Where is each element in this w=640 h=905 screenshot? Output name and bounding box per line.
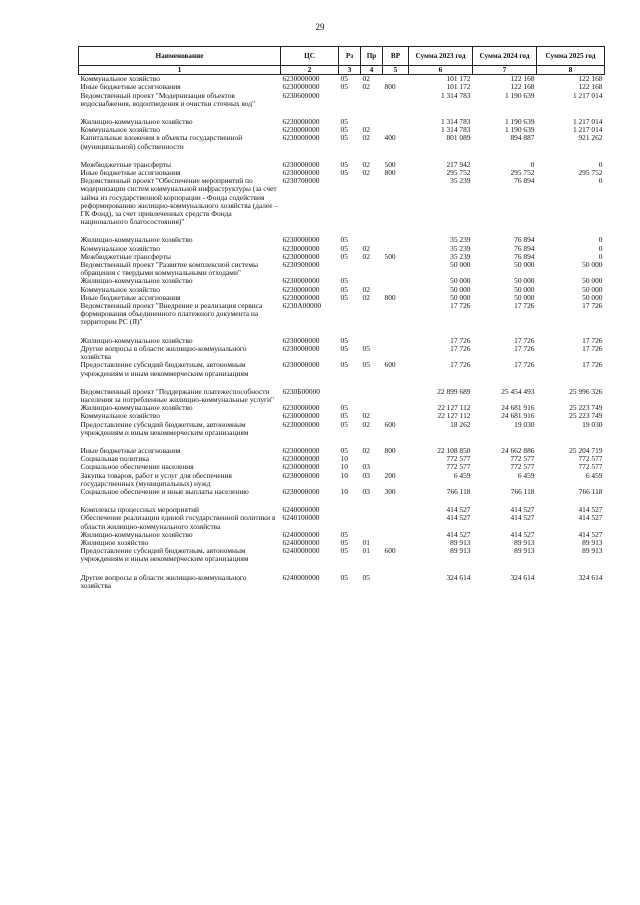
table-row: [79, 302, 605, 327]
row-rz: [339, 177, 361, 226]
row-name: Коммунальное хозяйство: [80, 411, 160, 421]
row-cs: 6240000000: [282, 572, 320, 582]
row-sum-2023: 17 726: [450, 301, 471, 311]
table-row: [79, 472, 605, 488]
row-sum-2024: 89 913: [514, 537, 535, 547]
row-rz: 10: [340, 462, 348, 472]
row-pr: [361, 92, 383, 108]
row-pr: 02: [362, 159, 370, 169]
row-sum-2024: 766 118: [510, 486, 535, 496]
row-pr: [361, 177, 383, 226]
row-cs: 6240100000: [282, 513, 320, 523]
row-name: Коммунальное хозяйство: [80, 125, 160, 135]
row-vr: 800: [384, 168, 396, 178]
column-number: 3: [339, 66, 361, 75]
row-name: Жилищно-коммунальное хозяйство: [80, 529, 193, 539]
row-sum-2025: 0: [598, 235, 603, 245]
table-row: [79, 388, 605, 404]
row-cs: 6230000000: [282, 462, 320, 472]
row-sum-2024: 414 527: [510, 513, 535, 523]
row-cs: 6230000000: [282, 292, 320, 302]
column-number: 1: [79, 66, 281, 75]
table-row: [79, 92, 605, 108]
row-rz: 05: [340, 403, 348, 413]
row-rz: [339, 92, 361, 108]
row-sum-2025: 89 913: [582, 537, 603, 547]
row-sum-2024: 24 681 916: [501, 403, 535, 413]
row-cs: 6230Б00000: [282, 386, 321, 396]
row-vr: 300: [384, 486, 396, 496]
row-sum-2025: 122 168: [578, 82, 603, 92]
row-sum-2024: 414 527: [510, 505, 535, 515]
row-pr: 02: [362, 419, 370, 429]
row-cs: 6230000000: [282, 159, 320, 169]
row-sum-2023: 324 614: [446, 572, 471, 582]
row-sum-2024: 894 887: [510, 133, 535, 143]
row-cs: 6230600000: [282, 90, 320, 100]
row-pr: 02: [362, 82, 370, 92]
row-rz: [339, 261, 361, 277]
row-rz: 05: [340, 159, 348, 169]
row-sum-2024: 24 662 886: [501, 445, 535, 455]
table-header-row: [79, 47, 605, 66]
row-cs: 6230000000: [282, 74, 320, 84]
row-name: Иные бюджетные ассигнования: [80, 168, 181, 178]
row-sum-2024: 50 000: [514, 276, 535, 286]
row-sum-2025: 324 614: [578, 572, 603, 582]
row-name: Иные бюджетные ассигнования: [80, 82, 181, 92]
row-vr: 800: [384, 292, 396, 302]
row-sum-2025: 0: [598, 159, 603, 169]
row-sum-2023: 89 913: [450, 546, 471, 556]
column-number: 7: [473, 66, 537, 75]
row-vr: [383, 277, 409, 285]
row-sum-2024: 772 577: [510, 462, 535, 472]
row-pr: 02: [362, 445, 370, 455]
row-sum-2025: 414 527: [578, 513, 603, 523]
row-pr: 02: [362, 411, 370, 421]
table-row: [79, 261, 605, 277]
row-pr: 03: [362, 486, 370, 496]
row-sum-2023: 22 899 689: [437, 386, 471, 396]
row-name: Ведомственный проект "Внедрение и реализация сервиса формирования объединенного платежного документа на территории РС (Я)": [80, 301, 263, 327]
page-number: 29: [315, 22, 325, 32]
row-pr: [361, 261, 383, 277]
column-number: 8: [537, 66, 605, 75]
row-sum-2023: 35 239: [450, 243, 471, 253]
row-sum-2025: 50 000: [582, 260, 603, 270]
row-cs: 6230000000: [282, 411, 320, 421]
row-sum-2025: 50 000: [582, 284, 603, 294]
row-rz: [339, 506, 361, 514]
row-vr: 800: [384, 445, 396, 455]
row-sum-2023: 50 000: [450, 284, 471, 294]
row-pr: 05: [362, 343, 370, 353]
row-sum-2023: 414 527: [446, 529, 471, 539]
header-sum-2023: Сумма 2023 год: [409, 47, 473, 66]
row-pr: [361, 506, 383, 514]
row-name: Предоставление субсидий бюджетным, автономным учреждениям и иным некоммерческим организациям: [80, 546, 249, 564]
header-sum-2024: Сумма 2024 год: [473, 47, 537, 66]
row-sum-2025: 414 527: [578, 505, 603, 515]
row-sum-2025: 25 204 719: [569, 445, 603, 455]
row-pr: 02: [362, 74, 370, 84]
row-sum-2024: 76 894: [514, 243, 535, 253]
row-sum-2023: 22 127 112: [437, 403, 471, 413]
row-sum-2024: 295 752: [510, 168, 535, 178]
row-sum-2023: 50 000: [450, 292, 471, 302]
row-cs: 6240000000: [282, 505, 320, 515]
row-sum-2024: 25 454 493: [501, 386, 535, 396]
row-vr: [383, 345, 409, 361]
row-sum-2024: 414 527: [510, 529, 535, 539]
row-pr: [361, 388, 383, 404]
row-sum-2023: 1 314 783: [440, 117, 471, 127]
row-sum-2024: 76 894: [514, 235, 535, 245]
row-sum-2025: 772 577: [578, 454, 603, 464]
row-sum-2024: 1 190 639: [504, 117, 535, 127]
row-rz: 10: [340, 454, 348, 464]
row-vr: [383, 455, 409, 463]
row-pr: 01: [362, 546, 370, 556]
row-sum-2023: 772 577: [446, 462, 471, 472]
row-vr: [383, 337, 409, 345]
row-rz: [339, 514, 361, 530]
row-cs: 6230000000: [282, 276, 320, 286]
row-sum-2023: 766 118: [446, 486, 471, 496]
row-vr: [383, 514, 409, 530]
row-sum-2023: 50 000: [450, 260, 471, 270]
row-sum-2025: 25 223 749: [569, 411, 603, 421]
row-name: Предоставление субсидий бюджетным, автономным учреждениям и иным некоммерческим организациям: [80, 419, 249, 437]
row-rz: [339, 388, 361, 404]
header-rz: Рз: [339, 47, 361, 66]
row-sum-2023: 35 239: [450, 251, 471, 261]
row-sum-2023: 50 000: [450, 276, 471, 286]
row-name: Социальная политика: [80, 454, 150, 464]
row-sum-2023: 35 239: [450, 235, 471, 245]
row-sum-2025: 17 726: [582, 343, 603, 353]
row-rz: 05: [340, 243, 348, 253]
row-cs: 6230000000: [282, 284, 320, 294]
row-rz: 05: [340, 572, 348, 582]
row-sum-2023: 801 089: [446, 133, 471, 143]
row-name: Ведомственный проект "Развитие комплексной системы обращения с твердыми коммунальными отходами": [80, 260, 259, 278]
row-pr: 02: [362, 243, 370, 253]
row-pr: [361, 514, 383, 530]
row-sum-2024: 122 168: [510, 74, 535, 84]
row-vr: [383, 177, 409, 226]
row-rz: 05: [340, 117, 348, 127]
row-vr: [383, 388, 409, 404]
header-name: Наименование: [79, 47, 281, 66]
row-name: Капитальные вложения в объекты государственной (муниципальной) собственности: [80, 133, 243, 151]
row-sum-2025: 295 752: [578, 168, 603, 178]
table-row: [79, 574, 605, 590]
row-name: Предоставление субсидий бюджетным, автономным учреждениям и иным некоммерческим организациям: [80, 360, 249, 378]
table-row: [79, 488, 605, 496]
header-pr: Пр: [361, 47, 383, 66]
row-rz: 05: [340, 292, 348, 302]
row-pr: 05: [362, 572, 370, 582]
row-sum-2023: 17 726: [450, 335, 471, 345]
row-cs: 6230000000: [282, 125, 320, 135]
row-sum-2023: 101 172: [446, 74, 471, 84]
row-name: Социальное обеспечение населения: [80, 462, 194, 472]
row-name: Жилищное хозяйство: [80, 537, 149, 547]
row-sum-2025: 0: [598, 176, 603, 186]
table-row: [79, 177, 605, 226]
table-row: [79, 134, 605, 150]
row-sum-2025: 122 168: [578, 74, 603, 84]
row-sum-2024: 1 190 639: [504, 125, 535, 135]
row-cs: 6230000000: [282, 235, 320, 245]
row-pr: 02: [362, 125, 370, 135]
row-name: Коммунальное хозяйство: [80, 284, 160, 294]
row-rz: 10: [340, 470, 348, 480]
row-vr: 400: [384, 133, 396, 143]
row-cs: 6230000000: [282, 335, 320, 345]
row-cs: 6230000000: [282, 117, 320, 127]
row-sum-2025: 17 726: [582, 301, 603, 311]
row-cs: 6230000000: [282, 454, 320, 464]
row-rz: 05: [340, 74, 348, 84]
row-sum-2023: 17 726: [450, 343, 471, 353]
row-vr: [383, 531, 409, 539]
row-pr: 02: [362, 251, 370, 261]
row-sum-2025: 19 030: [582, 419, 603, 429]
row-rz: 05: [340, 235, 348, 245]
row-sum-2023: 22 108 850: [437, 445, 471, 455]
row-rz: 05: [340, 445, 348, 455]
row-sum-2024: 76 894: [514, 251, 535, 261]
row-pr: 02: [362, 168, 370, 178]
row-sum-2024: 324 614: [510, 572, 535, 582]
row-rz: 05: [340, 335, 348, 345]
row-vr: 200: [384, 470, 396, 480]
row-vr: [383, 261, 409, 277]
row-name: Ведомственный проект "Обеспечение мероприятий по модернизации систем коммунальной инфраструктуры (за счет займа из государственной корпорации - Фонда содействия реформированию жилищно-коммунального хозяйства (далее – ГК Фонд), за счет привлеченных средств Фонда национального благосостояния)": [80, 176, 279, 227]
row-sum-2024: 17 726: [514, 360, 535, 370]
row-sum-2024: 76 894: [514, 176, 535, 186]
row-vr: 600: [384, 546, 396, 556]
row-vr: [383, 236, 409, 244]
column-number: 5: [383, 66, 409, 75]
row-name: Комплексы процессных мероприятий: [80, 505, 199, 515]
row-name: Коммунальное хозяйство: [80, 74, 160, 84]
row-name: Закупка товаров, работ и услуг для обеспечения государственных (муниципальных) нужд: [80, 470, 232, 488]
row-vr: 500: [384, 159, 396, 169]
row-rz: 05: [340, 168, 348, 178]
table-row: [79, 421, 605, 437]
row-sum-2024: 89 913: [514, 546, 535, 556]
table-row: [79, 514, 605, 530]
row-sum-2023: 1 314 783: [440, 90, 471, 100]
row-sum-2025: 17 726: [582, 335, 603, 345]
row-cs: 6230000000: [282, 486, 320, 496]
table-row: [79, 361, 605, 377]
row-cs: 6230000000: [282, 251, 320, 261]
row-rz: 05: [340, 529, 348, 539]
row-rz: 05: [340, 360, 348, 370]
row-name: Жилищно-коммунальное хозяйство: [80, 276, 193, 286]
row-cs: 6240000000: [282, 546, 320, 556]
row-rz: 05: [340, 82, 348, 92]
row-sum-2023: 295 752: [446, 168, 471, 178]
row-rz: 05: [340, 411, 348, 421]
row-name: Другие вопросы в области жилищно-коммунального хозяйства: [80, 343, 247, 362]
row-cs: 6230000000: [282, 133, 320, 143]
row-sum-2024: 19 030: [514, 419, 535, 429]
row-sum-2024: 6 459: [517, 470, 535, 480]
row-sum-2025: 921 262: [578, 133, 603, 143]
row-sum-2025: 89 913: [582, 546, 603, 556]
row-sum-2023: 18 262: [450, 419, 471, 429]
row-sum-2025: 25 996 326: [569, 386, 603, 396]
row-name: Ведомственный проект "Поддержание платежеспособности населения за потребленные жилищно-коммунальные услуги": [80, 386, 275, 404]
row-sum-2023: 414 527: [446, 513, 471, 523]
row-cs: 6240000000: [282, 537, 320, 547]
row-rz: 05: [340, 125, 348, 135]
row-vr: 500: [384, 251, 396, 261]
row-sum-2025: 17 726: [582, 360, 603, 370]
row-vr: [383, 574, 409, 590]
row-pr: 05: [362, 360, 370, 370]
row-sum-2024: 50 000: [514, 284, 535, 294]
row-sum-2025: 1 217 014: [572, 90, 603, 100]
row-name: Межбюджетные трансферты: [80, 159, 171, 169]
row-sum-2024: 17 726: [514, 301, 535, 311]
row-name: Обеспечение реализации единой государственной политики в области жилищно-коммунального хозяйства: [80, 513, 276, 531]
row-cs: 6240000000: [282, 529, 320, 539]
row-sum-2023: 414 527: [446, 505, 471, 515]
row-cs: 6230А00000: [282, 301, 322, 311]
row-pr: 02: [362, 292, 370, 302]
row-rz: 10: [340, 486, 348, 496]
row-sum-2024: 50 000: [514, 292, 535, 302]
row-vr: [383, 404, 409, 412]
row-vr: 600: [384, 360, 396, 370]
row-name: Ведомственный проект "Модернизация объектов водоснабжения, водоотведения и очистки сточных вод": [80, 90, 256, 108]
row-rz: 05: [340, 276, 348, 286]
row-rz: 05: [340, 133, 348, 143]
row-sum-2023: 101 172: [446, 82, 471, 92]
row-pr: [361, 302, 383, 327]
row-sum-2023: 217 942: [446, 159, 471, 169]
row-sum-2025: 1 217 014: [572, 125, 603, 135]
row-rz: 05: [340, 284, 348, 294]
row-vr: 800: [384, 82, 396, 92]
row-sum-2025: 50 000: [582, 276, 603, 286]
row-sum-2024: 772 577: [510, 454, 535, 464]
row-sum-2024: 1 190 639: [504, 90, 535, 100]
row-sum-2025: 50 000: [582, 292, 603, 302]
row-rz: 05: [340, 537, 348, 547]
row-sum-2023: 17 726: [450, 360, 471, 370]
row-vr: 600: [384, 419, 396, 429]
row-cs: 6230900000: [282, 260, 320, 270]
row-cs: 6230000000: [282, 419, 320, 429]
row-vr: [383, 506, 409, 514]
row-sum-2023: 22 127 112: [437, 411, 471, 421]
row-sum-2024: 122 168: [510, 82, 535, 92]
row-sum-2025: 0: [598, 243, 603, 253]
column-number: 2: [281, 66, 339, 75]
row-rz: 05: [340, 419, 348, 429]
row-sum-2023: 89 913: [450, 537, 471, 547]
row-sum-2023: 1 314 783: [440, 125, 471, 135]
row-sum-2024: 0: [530, 159, 535, 169]
row-pr: 01: [362, 537, 370, 547]
row-name: Коммунальное хозяйство: [80, 243, 160, 253]
row-sum-2025: 772 577: [578, 462, 603, 472]
row-sum-2023: 6 459: [453, 470, 471, 480]
row-cs: 6230000000: [282, 445, 320, 455]
row-sum-2024: 17 726: [514, 343, 535, 353]
row-cs: 6230000000: [282, 168, 320, 178]
row-rz: 05: [340, 343, 348, 353]
row-sum-2025: 414 527: [578, 529, 603, 539]
header-sum-2025: Сумма 2025 год: [537, 47, 605, 66]
row-name: Социальное обеспечение и иные выплаты населению: [80, 486, 249, 496]
row-name: Межбюджетные трансферты: [80, 251, 171, 261]
row-rz: 05: [340, 251, 348, 261]
row-name: Иные бюджетные ассигнования: [80, 292, 181, 302]
row-sum-2024: 50 000: [514, 260, 535, 270]
row-name: Иные бюджетные ассигнования: [80, 445, 181, 455]
row-sum-2023: 35 239: [450, 176, 471, 186]
row-cs: 6230000000: [282, 470, 320, 480]
row-name: Жилищно-коммунальное хозяйство: [80, 117, 193, 127]
row-sum-2024: 24 681 916: [501, 411, 535, 421]
row-sum-2025: 766 118: [578, 486, 603, 496]
column-number: 6: [409, 66, 473, 75]
row-cs: 6230000000: [282, 82, 320, 92]
row-sum-2025: 6 459: [585, 470, 603, 480]
row-sum-2025: 1 217 014: [572, 117, 603, 127]
row-cs: 6230000000: [282, 343, 320, 353]
row-pr: 02: [362, 284, 370, 294]
column-number: 4: [361, 66, 383, 75]
table-row: [79, 547, 605, 563]
row-vr: [383, 92, 409, 108]
row-cs: 6230000000: [282, 403, 320, 413]
row-pr: 03: [362, 470, 370, 480]
row-pr: 02: [362, 133, 370, 143]
row-name: Жилищно-коммунальное хозяйство: [80, 335, 193, 345]
row-cs: 6230000000: [282, 360, 320, 370]
row-name: Другие вопросы в области жилищно-коммунального хозяйства: [80, 572, 247, 590]
row-sum-2025: 0: [598, 251, 603, 261]
row-rz: [339, 302, 361, 327]
budget-table: [78, 46, 605, 590]
row-name: Жилищно-коммунальное хозяйство: [80, 235, 193, 245]
header-cs: ЦС: [281, 47, 339, 66]
row-vr: [383, 302, 409, 327]
table-row: [79, 345, 605, 361]
row-sum-2023: 772 577: [446, 454, 471, 464]
row-sum-2024: 17 726: [514, 335, 535, 345]
row-vr: [383, 118, 409, 126]
row-pr: 03: [362, 462, 370, 472]
row-cs: 6230700000: [282, 176, 320, 186]
row-cs: 6230000000: [282, 243, 320, 253]
row-name: Жилищно-коммунальное хозяйство: [80, 403, 193, 413]
row-sum-2025: 25 223 749: [569, 403, 603, 413]
header-vr: ВР: [383, 47, 409, 66]
row-rz: 05: [340, 546, 348, 556]
